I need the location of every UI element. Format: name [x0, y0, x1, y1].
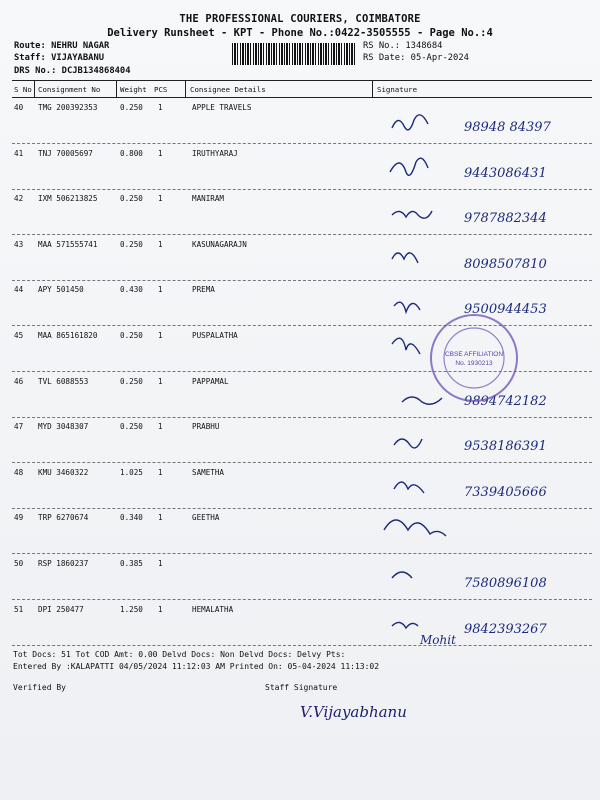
- drs-number: DRS No.: DCJB134868404: [14, 66, 131, 76]
- row-consignee: SAMETHA: [192, 467, 225, 477]
- row-pcs: 1: [158, 559, 163, 568]
- company-title: THE PROFESSIONAL COURIERS, COIMBATORE: [179, 13, 421, 25]
- row-consignment-no: MAA 865161820: [38, 331, 98, 340]
- table-row: [12, 508, 592, 554]
- row-sno: 47: [14, 422, 24, 432]
- row-consignment-no: TVL 6088553: [38, 376, 89, 386]
- verified-by-label: Verified By: [13, 683, 66, 692]
- row-pcs: 1: [158, 103, 163, 112]
- table-row: [12, 235, 592, 281]
- handwritten-signature: [372, 417, 590, 462]
- rs-date: RS Date: 05-Apr-2024: [363, 53, 469, 63]
- signature-scribble: [394, 303, 420, 313]
- row-consignee: IRUTHYARAJ: [192, 148, 238, 158]
- signature-scribble: [392, 253, 418, 263]
- row-pcs: 1: [158, 239, 163, 249]
- signature-scribble: [392, 115, 428, 130]
- signature-scribble: [390, 158, 428, 175]
- row-sno: 45: [14, 331, 24, 340]
- signature-scribble: [392, 622, 418, 628]
- row-consignee: MANIRAM: [192, 194, 225, 204]
- row-sno: 44: [14, 285, 24, 295]
- row-consignee: GEETHA: [192, 513, 220, 523]
- handwritten-signature: [372, 463, 590, 508]
- handwritten-signature: [372, 98, 590, 143]
- signature-scribble: [384, 520, 446, 536]
- row-consignee: APPLE TRAVELS: [192, 103, 252, 112]
- row-consignee: HEMALATHA: [192, 604, 234, 614]
- stamp-line-2: No. 1930213: [455, 360, 493, 367]
- col-consignment: Consignment No: [38, 85, 101, 94]
- col-weight: Weight: [120, 85, 147, 94]
- handwritten-name: Mohit: [420, 632, 456, 645]
- staff-label: Staff: VIJAYABANU: [14, 53, 105, 63]
- row-pcs: 1: [158, 467, 163, 477]
- row-weight: 0.800: [120, 148, 143, 158]
- col-pcs: PCS: [154, 85, 168, 94]
- row-weight: 0.250: [120, 422, 143, 432]
- route-label: Route: NEHRU NAGAR: [14, 41, 110, 51]
- row-sno: 49: [14, 513, 24, 523]
- row-pcs: 1: [158, 285, 163, 295]
- row-weight: 0.250: [120, 376, 143, 386]
- row-consignment-no: MAA 571555741: [38, 239, 98, 249]
- row-sno: 50: [14, 559, 24, 568]
- row-consignee: PREMA: [192, 285, 215, 295]
- signature-scribble: [392, 572, 412, 578]
- row-sno: 43: [14, 239, 24, 249]
- row-weight: 0.430: [120, 285, 143, 295]
- handwritten-phone: 9443086431: [464, 165, 547, 181]
- row-consignment-no: DPI 250477: [38, 604, 84, 614]
- handwritten-phone: 9894742182: [464, 393, 547, 409]
- runsheet-subtitle: Delivery Runsheet - KPT - Phone No.:0422-3505555 - Page No.:4: [107, 27, 493, 39]
- handwritten-signature: [372, 554, 590, 599]
- row-sno: 51: [14, 604, 24, 614]
- row-pcs: 1: [158, 513, 163, 523]
- row-sno: 40: [14, 103, 24, 112]
- totals-line: Tot Docs: 51 Tot COD Amt: 0.00 Delvd Docs: Non Delvd Docs: Delvy Pts:: [13, 650, 346, 659]
- barcode: [232, 43, 356, 65]
- row-pcs: 1: [158, 331, 163, 340]
- table-row: [12, 463, 592, 509]
- row-weight: 0.250: [120, 239, 143, 249]
- row-consignee: PRABHU: [192, 422, 220, 432]
- handwritten-signature: [372, 508, 590, 553]
- row-sno: 48: [14, 467, 24, 477]
- staff-signature-label: Staff Signature: [265, 683, 338, 692]
- row-weight: 0.250: [120, 194, 143, 204]
- signature-scribble: [394, 439, 422, 448]
- handwritten-phone: 9787882344: [464, 211, 547, 227]
- row-pcs: 1: [158, 194, 163, 204]
- stamp-line-1: CBSE AFFILIATION: [444, 351, 504, 358]
- row-consignment-no: KMU 3460322: [38, 467, 89, 477]
- row-weight: 0.250: [120, 331, 143, 340]
- handwritten-phone: 9842393267: [464, 621, 547, 637]
- row-consignment-no: MYD 3048307: [38, 422, 89, 432]
- signature-scribble: [394, 482, 424, 493]
- row-weight: 0.385: [120, 559, 143, 568]
- table-row: [12, 554, 592, 600]
- row-weight: 1.025: [120, 467, 143, 477]
- handwritten-phone: 7580896108: [464, 576, 547, 591]
- row-sno: 42: [14, 194, 24, 204]
- handwritten-signature: [372, 235, 590, 280]
- row-weight: 1.250: [120, 604, 143, 614]
- handwritten-phone: 9500944453: [464, 302, 547, 318]
- handwritten-signature: [372, 600, 590, 645]
- handwritten-phone: 8098507810: [464, 256, 547, 272]
- row-pcs: 1: [158, 148, 163, 158]
- row-consignment-no: RSP 1860237: [38, 559, 89, 568]
- table-row: [12, 189, 592, 235]
- row-consignment-no: APY 501450: [38, 285, 84, 295]
- row-consignee: PUSPALATHA: [192, 331, 238, 340]
- rs-number: RS No.: 1348684: [363, 41, 443, 51]
- row-weight: 0.250: [120, 103, 143, 112]
- row-consignee: PAPPAMAL: [192, 376, 229, 386]
- row-consignment-no: TNJ 70005697: [38, 148, 93, 158]
- table-row: [12, 417, 592, 463]
- staff-handwritten-signature: V.Vijayabhanu: [300, 703, 407, 721]
- school-stamp-seal: [428, 312, 520, 404]
- row-weight: 0.340: [120, 513, 143, 523]
- table-header: [12, 81, 592, 98]
- table-row: [12, 600, 592, 646]
- col-consignee: Consignee Details: [190, 85, 266, 94]
- entered-by-line: Entered By :KALAPATTI 04/05/2024 11:12:03 AM Printed On: 05-04-2024 11:13:02: [13, 662, 380, 671]
- handwritten-signature: [372, 189, 590, 234]
- handwritten-phone: 9538186391: [464, 439, 547, 455]
- row-consignment-no: TRP 6270674: [38, 513, 89, 523]
- row-consignee: KASUNAGARAJN: [192, 239, 247, 249]
- signature-scribble: [392, 211, 432, 218]
- handwritten-signature: [372, 144, 590, 189]
- row-sno: 41: [14, 148, 24, 158]
- row-sno: 46: [14, 376, 24, 386]
- row-consignment-no: TMG 200392353: [38, 103, 98, 112]
- row-consignment-no: IXM 506213825: [38, 194, 98, 204]
- handwritten-phone: 98948 84397: [464, 120, 551, 135]
- signature-scribble: [392, 338, 420, 354]
- col-sno: S No: [14, 85, 32, 94]
- table-row: [12, 98, 592, 144]
- row-pcs: 1: [158, 604, 163, 614]
- col-signature: Signature: [377, 85, 418, 94]
- row-pcs: 1: [158, 376, 163, 386]
- handwritten-phone: 7339405666: [464, 484, 547, 500]
- row-pcs: 1: [158, 422, 163, 432]
- table-row: [12, 144, 592, 190]
